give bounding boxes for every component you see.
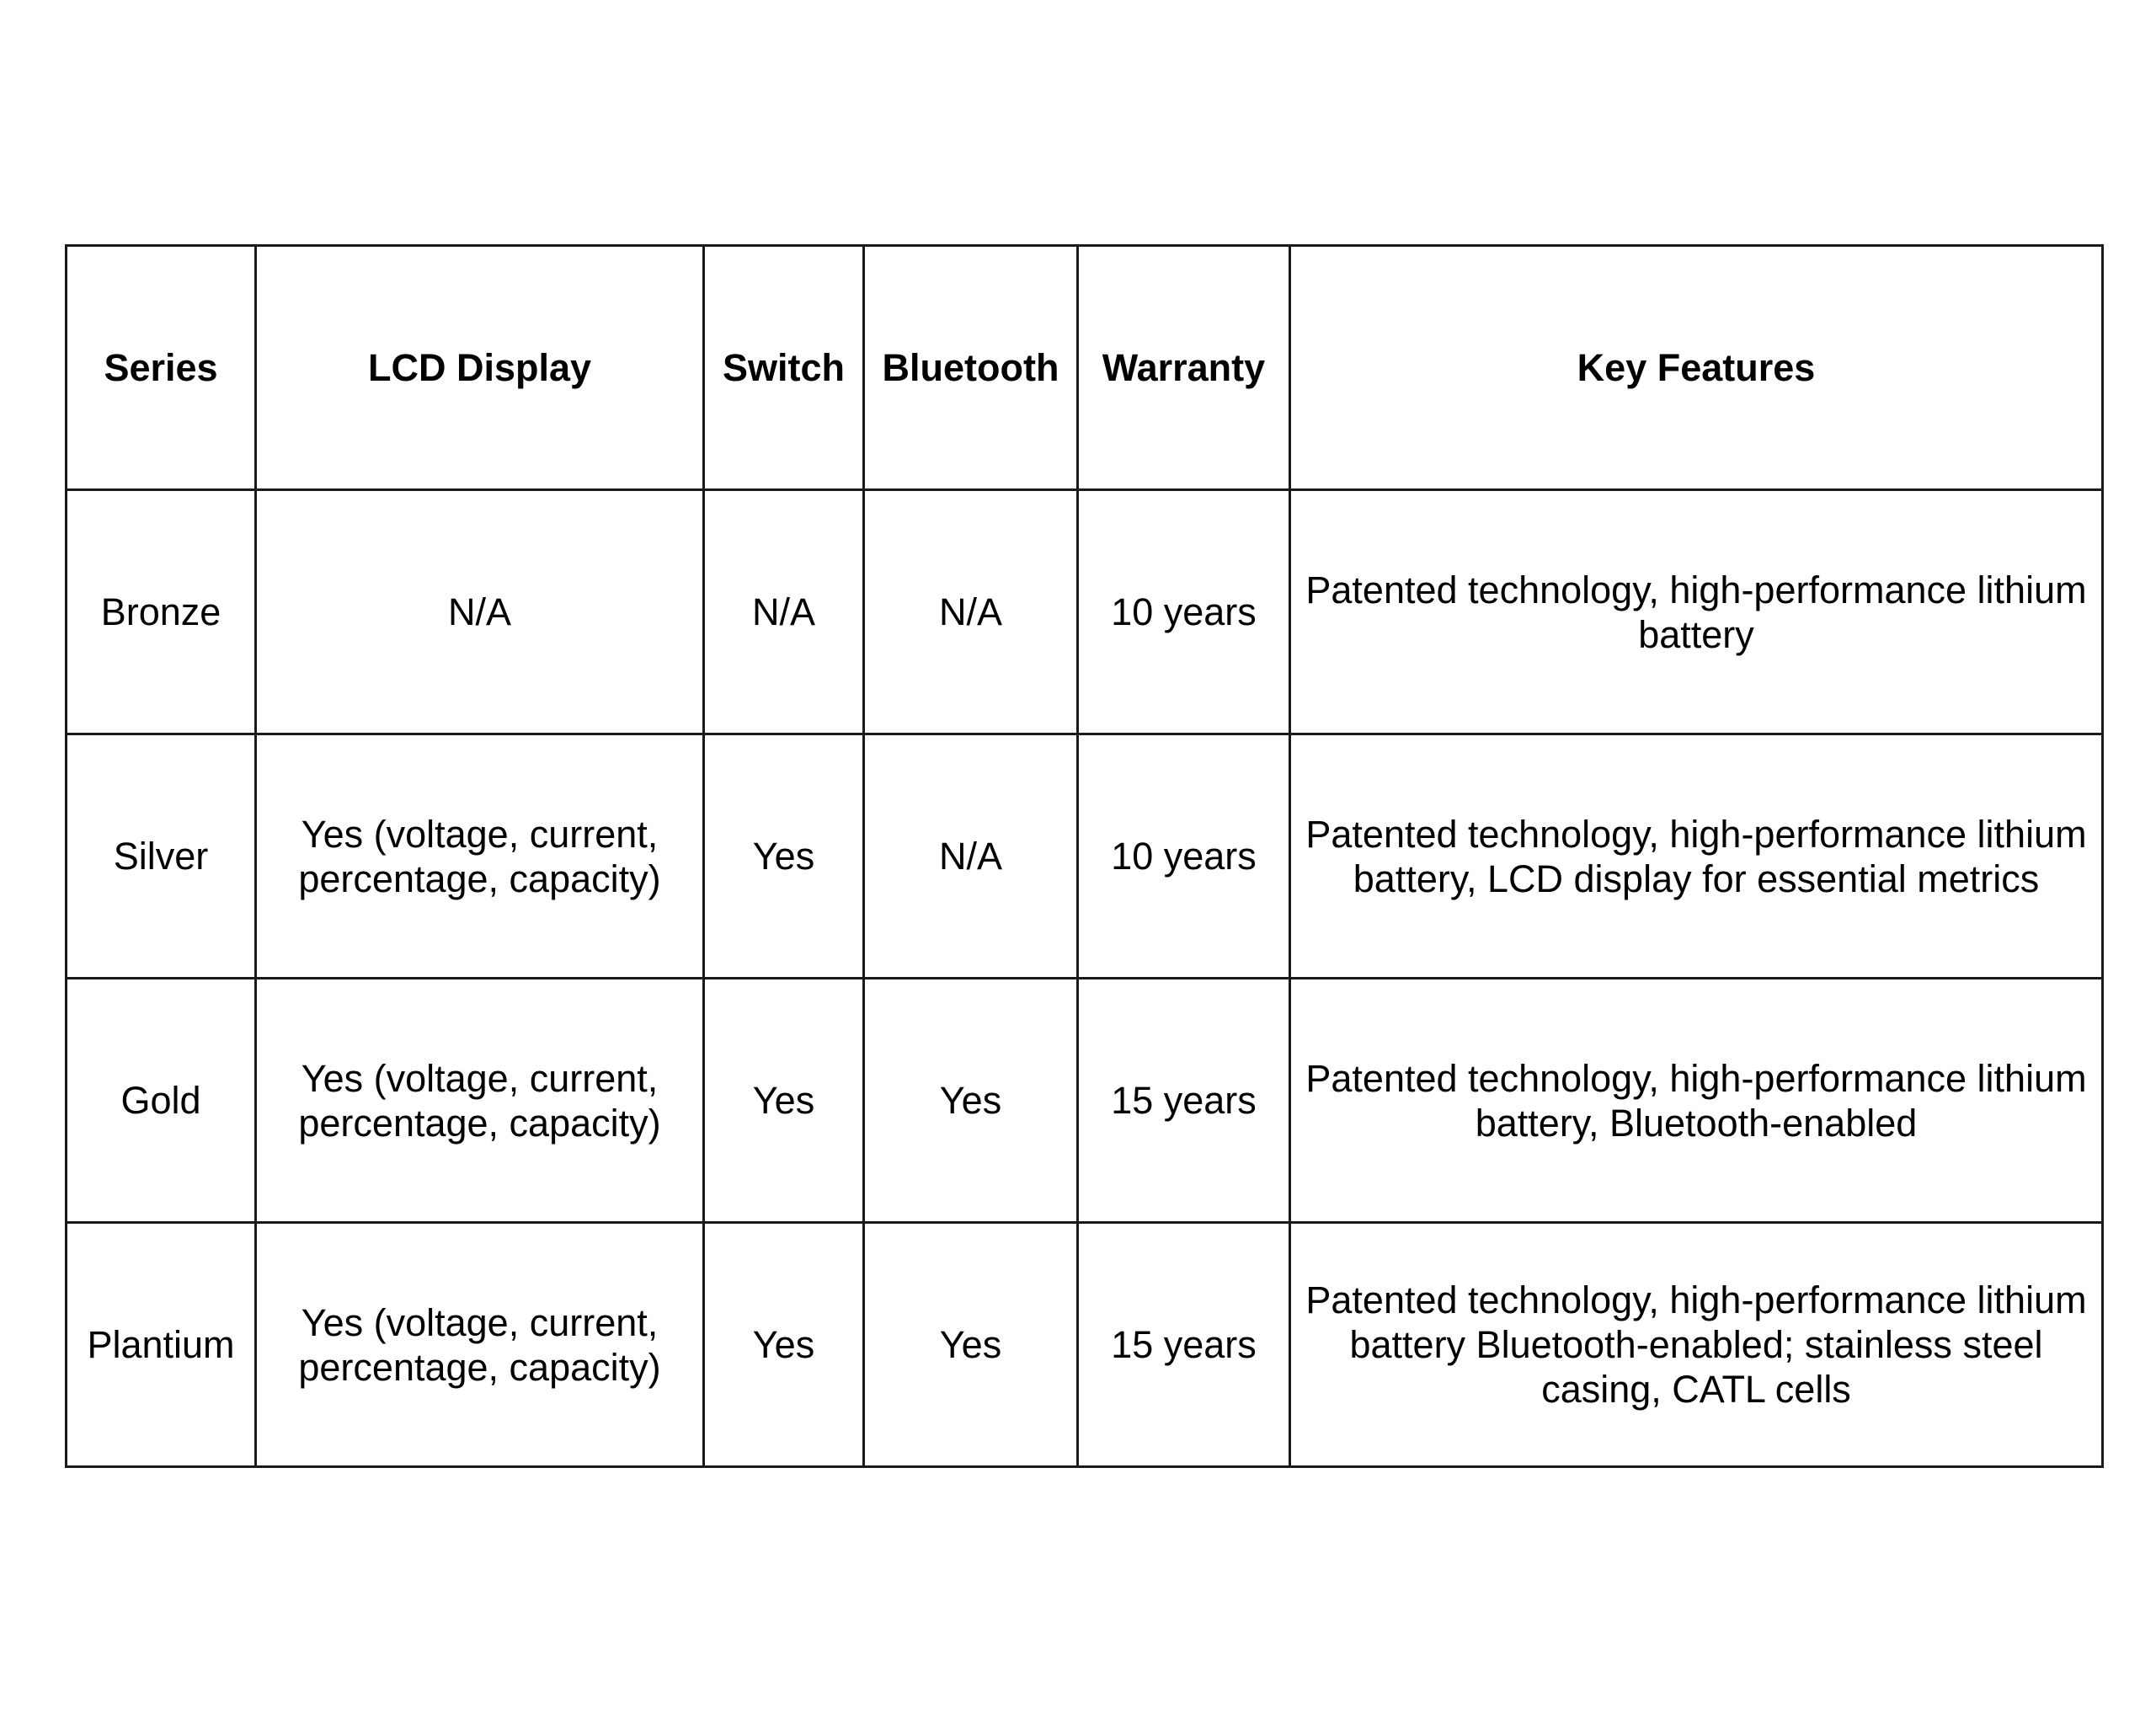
header-series: Series bbox=[67, 246, 256, 490]
cell-bluetooth bbox=[864, 734, 1078, 979]
cell-lcd-display bbox=[256, 979, 704, 1223]
cell-series bbox=[67, 979, 256, 1223]
cell-bluetooth bbox=[864, 490, 1078, 734]
cell-warranty bbox=[1078, 979, 1290, 1223]
table-row bbox=[67, 979, 2103, 1223]
cell-text: Yes bbox=[939, 1323, 1002, 1366]
cell-text: 15 years bbox=[1111, 1323, 1257, 1366]
cell-switch bbox=[704, 979, 864, 1223]
cell-text: Silver bbox=[113, 835, 209, 878]
cell-text: Patented technology, high-performance lithium battery, Bluetooth-enabled bbox=[1305, 1056, 2087, 1145]
cell-key-features bbox=[1290, 734, 2103, 979]
cell-bluetooth bbox=[864, 979, 1078, 1223]
cell-key-features bbox=[1290, 1223, 2103, 1467]
cell-text: Yes bbox=[752, 1079, 815, 1122]
cell-text: Patented technology, high-performance lithium battery, LCD display for essential metrics bbox=[1305, 812, 2087, 900]
cell-text: 10 years bbox=[1111, 835, 1257, 878]
cell-lcd-display bbox=[256, 734, 704, 979]
cell-text: 10 years bbox=[1111, 590, 1257, 633]
header-key-features: Key Features bbox=[1290, 246, 2103, 490]
cell-text: Patented technology, high-performance lithium battery bbox=[1305, 568, 2087, 656]
table-header-row bbox=[67, 246, 2103, 490]
cell-text: N/A bbox=[938, 835, 1002, 878]
cell-series bbox=[67, 734, 256, 979]
cell-text: N/A bbox=[447, 590, 511, 633]
table-row bbox=[67, 1223, 2103, 1467]
cell-text: Yes bbox=[752, 835, 815, 878]
cell-text: Bronze bbox=[100, 590, 221, 633]
table-row bbox=[67, 490, 2103, 734]
header-bluetooth: Bluetooth bbox=[864, 246, 1078, 490]
cell-key-features bbox=[1290, 490, 2103, 734]
cell-text: Patented technology, high-performance lithium battery Bluetooth-enabled; stainless steel casing, CATL cells bbox=[1305, 1278, 2087, 1411]
cell-text: Yes bbox=[752, 1323, 815, 1366]
cell-text: Yes (voltage, current, percentage, capacity) bbox=[298, 1300, 661, 1389]
header-warranty: Warranty bbox=[1078, 246, 1290, 490]
product-series-table bbox=[65, 244, 2104, 1468]
cell-text: Yes bbox=[939, 1079, 1002, 1122]
cell-series bbox=[67, 490, 256, 734]
cell-switch bbox=[704, 1223, 864, 1467]
cell-bluetooth bbox=[864, 1223, 1078, 1467]
cell-text: Gold bbox=[120, 1079, 201, 1122]
cell-text: N/A bbox=[938, 590, 1002, 633]
cell-key-features bbox=[1290, 979, 2103, 1223]
cell-text: Yes (voltage, current, percentage, capacity) bbox=[298, 812, 661, 900]
cell-text: Yes (voltage, current, percentage, capacity) bbox=[298, 1056, 661, 1145]
cell-warranty bbox=[1078, 734, 1290, 979]
cell-lcd-display bbox=[256, 1223, 704, 1467]
table-row bbox=[67, 734, 2103, 979]
cell-lcd-display bbox=[256, 490, 704, 734]
cell-series bbox=[67, 1223, 256, 1467]
header-lcd-display: LCD Display bbox=[256, 246, 704, 490]
cell-warranty bbox=[1078, 490, 1290, 734]
cell-switch bbox=[704, 490, 864, 734]
header-switch: Switch bbox=[704, 246, 864, 490]
cell-switch bbox=[704, 734, 864, 979]
cell-warranty bbox=[1078, 1223, 1290, 1467]
cell-text: N/A bbox=[751, 590, 815, 633]
cell-text: 15 years bbox=[1111, 1079, 1257, 1122]
cell-text: Plantium bbox=[87, 1323, 235, 1366]
